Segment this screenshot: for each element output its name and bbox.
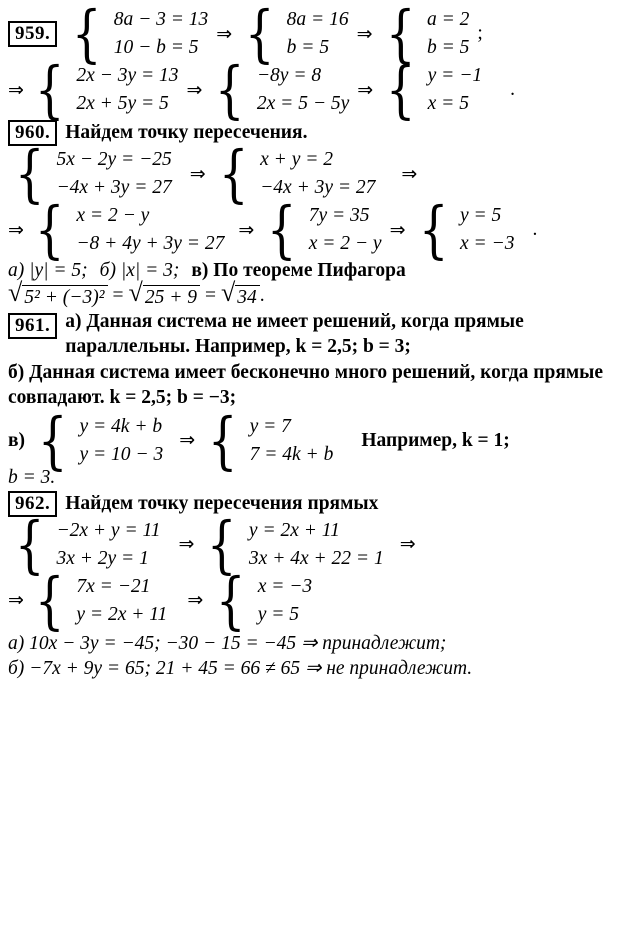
equation: x = −3	[257, 575, 313, 597]
implies-arrow: ⇒	[401, 163, 418, 185]
implies-arrow: ⇒	[8, 79, 24, 101]
brace-icon: {	[418, 192, 449, 266]
system-959-2	[240, 0, 349, 70]
system-962-4	[211, 563, 313, 637]
system-959-1	[67, 0, 209, 70]
exercise-962-heading-row	[8, 491, 624, 517]
brace-icon: {	[34, 192, 65, 266]
brace-icon: {	[215, 52, 245, 126]
radical-expression-1	[8, 278, 108, 309]
exercise-960-heading: Найдем точку пересечения.	[65, 122, 308, 143]
equation: −2x + y = 11	[56, 519, 161, 541]
answer-c: в) По теореме Пифагора	[191, 260, 406, 281]
exercise-962-answer-a: а) 10x − 3y = −45; −30 − 15 = −45 ⇒ принадлежит;	[8, 632, 447, 654]
exercise-959-line-1	[8, 0, 624, 70]
system-959-5	[210, 52, 350, 126]
equation: −4x + 3y = 27	[260, 177, 376, 198]
implies-arrow: ⇒	[399, 534, 416, 556]
equation: x = 2 − y	[76, 205, 150, 226]
exercise-960-answers	[8, 260, 624, 282]
radical-expression-2	[128, 278, 200, 309]
radicand: 25 + 9	[143, 285, 200, 309]
implies-arrow: ⇒	[357, 79, 374, 101]
brace-icon: {	[208, 403, 238, 477]
exercise-961-text-b: б) Данная система имеет бесконечно много решений, когда прямые совпадают. k = 2,5; b = −3;	[8, 361, 604, 408]
radical-expression-3	[220, 278, 260, 309]
implies-arrow: ⇒	[216, 23, 233, 45]
implies-arrow: ⇒	[179, 430, 196, 452]
brace-icon: {	[37, 403, 68, 477]
exercise-959-line-2	[8, 52, 624, 126]
exercise-961-text-a: а) Данная система не имеет решений, когда прямые параллельны. Например, k = 2,5; b = 3;	[65, 311, 524, 357]
brace-icon: {	[72, 0, 102, 70]
equation: x = 5	[427, 93, 469, 114]
equation: y = 2x + 11	[76, 603, 168, 625]
brace-icon: {	[386, 52, 416, 126]
system-960-3	[30, 192, 225, 266]
radical-icon: √	[8, 278, 23, 307]
punctuation: .	[532, 219, 538, 240]
equation: 10 − b = 5	[113, 37, 199, 58]
exercise-960-line-2	[8, 192, 624, 266]
equation: 7x = −21	[76, 575, 151, 597]
exercise-961	[8, 311, 624, 489]
brace-icon: {	[218, 136, 249, 210]
equation: a = 2	[426, 9, 470, 30]
system-960-4	[262, 192, 382, 266]
equation: x = −3	[459, 233, 515, 254]
exercise-number-959: 959.	[8, 21, 57, 47]
implies-arrow: ⇒	[389, 219, 406, 241]
exercise-959	[8, 0, 624, 126]
exercise-962	[8, 491, 624, 680]
exercise-960-heading-row	[8, 120, 624, 146]
implies-arrow: ⇒	[186, 79, 203, 101]
exercise-961-note: Например, k = 1;	[361, 429, 510, 451]
equation: 7y = 35	[308, 205, 370, 226]
exercise-number-961: 961.	[8, 313, 57, 339]
exercise-962-answer-b: б) −7x + 9y = 65; 21 + 45 = 66 ≠ 65 ⇒ не принадлежит.	[8, 657, 473, 679]
equation: b = 5	[426, 37, 470, 58]
radical-icon: √	[128, 278, 143, 307]
system-960-5	[414, 192, 515, 266]
equation: y = 10 − 3	[79, 443, 164, 465]
exercise-960-radical-line	[8, 278, 624, 309]
answer-b: б) |x| = 3;	[99, 260, 180, 281]
equation: 7 = 4k + b	[249, 443, 334, 465]
equation: 2x − 3y = 13	[76, 65, 179, 86]
equation: −8y = 8	[256, 65, 322, 86]
radicand: 5² + (−3)²	[22, 285, 107, 309]
punctuation: .	[510, 79, 516, 100]
equation: −4x + 3y = 27	[56, 177, 172, 198]
equation: y = 5	[257, 603, 300, 625]
brace-icon: {	[14, 136, 45, 210]
equation: 2x + 5y = 5	[76, 93, 169, 114]
brace-icon: {	[216, 563, 246, 637]
implies-arrow: ⇒	[8, 590, 24, 612]
equation: 8a − 3 = 13	[113, 9, 209, 30]
system-959-6	[381, 52, 483, 126]
implies-arrow: ⇒	[8, 219, 24, 241]
exercise-960	[8, 120, 624, 309]
equation: x = 2 − y	[308, 233, 382, 254]
equation: 3x + 2y = 1	[56, 547, 149, 569]
brace-icon: {	[267, 192, 297, 266]
brace-icon: {	[14, 507, 45, 581]
punctuation: .	[259, 285, 265, 306]
exercise-962-line-1	[8, 507, 624, 581]
brace-icon: {	[34, 52, 65, 126]
equation: 3x + 4x + 22 = 1	[248, 547, 384, 569]
implies-arrow: ⇒	[178, 534, 195, 556]
label-v: в)	[8, 429, 26, 451]
equation: y = 4k + b	[79, 415, 163, 437]
exercise-962-line-2	[8, 563, 624, 637]
implies-arrow: ⇒	[356, 23, 373, 45]
equation: y = 2x + 11	[248, 519, 340, 541]
equation: 5x − 2y = −25	[56, 149, 172, 170]
exercise-number-962: 962.	[8, 491, 57, 517]
brace-icon: {	[245, 0, 275, 70]
equation: y = −1	[427, 65, 483, 86]
equation: b = 5	[286, 37, 330, 58]
equation: x + y = 2	[260, 149, 334, 170]
equation: 8a = 16	[286, 9, 349, 30]
exercise-961-text-a-row	[8, 311, 624, 360]
equation: 2x = 5 − 5y	[256, 93, 350, 114]
exercise-number-960: 960.	[8, 120, 57, 146]
system-962-3	[30, 563, 168, 637]
punctuation: ;	[477, 23, 483, 44]
answer-a: а) |y| = 5;	[8, 260, 88, 281]
implies-arrow: ⇒	[189, 163, 206, 185]
brace-icon: {	[207, 507, 237, 581]
system-962-1	[10, 507, 161, 581]
equation: y = 5	[459, 205, 502, 226]
equation: y = 7	[249, 415, 291, 437]
brace-icon: {	[385, 0, 416, 70]
exercise-960-line-1	[8, 136, 624, 210]
equation: −8 + 4y + 3y = 27	[76, 233, 225, 254]
system-961-1	[33, 403, 164, 477]
implies-arrow: ⇒	[187, 590, 204, 612]
radical-icon: √	[220, 278, 236, 307]
system-961-2	[203, 403, 334, 477]
system-959-4	[30, 52, 179, 126]
equals-sign: =	[204, 285, 216, 306]
equals-sign: =	[112, 285, 124, 306]
exercise-961-tail: b = 3.	[8, 466, 56, 488]
brace-icon: {	[34, 563, 65, 637]
implies-arrow: ⇒	[238, 219, 255, 241]
radicand: 34	[235, 285, 260, 309]
exercise-962-heading: Найдем точку пересечения прямых	[65, 492, 379, 514]
